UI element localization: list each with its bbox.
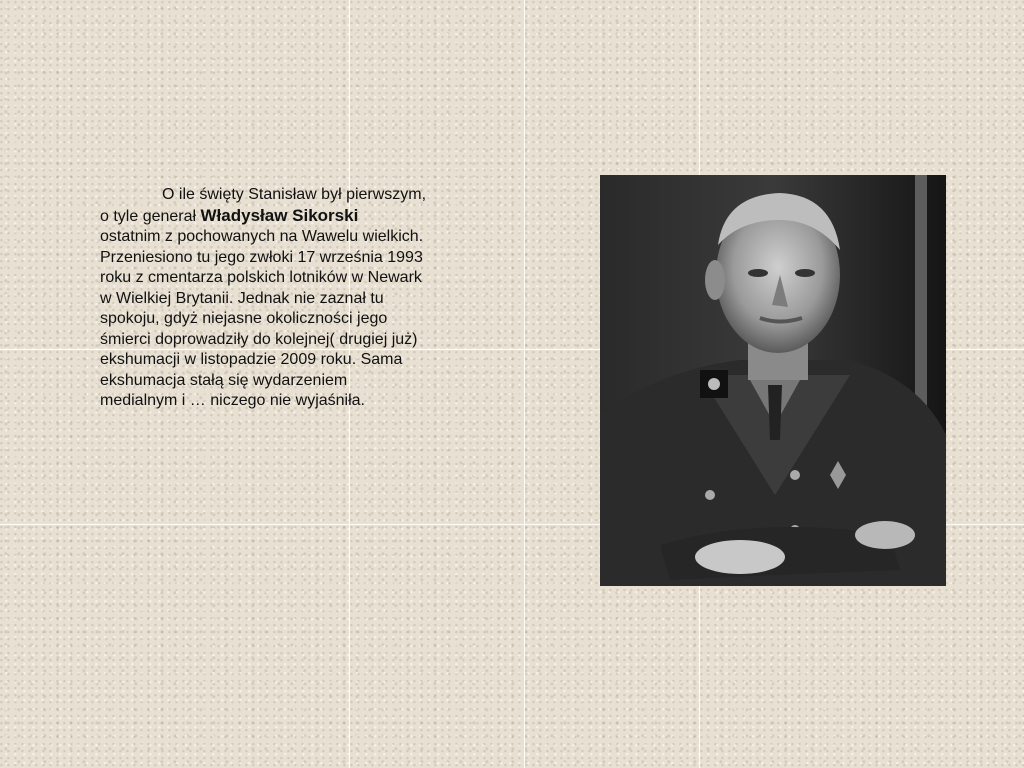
- biography-paragraph: [100, 185, 510, 412]
- portrait-photo: [600, 175, 946, 586]
- text-line: ostatnim z pochowanych na Wawelu wielkich.: [100, 228, 424, 245]
- text-line: spokoju, gdyż niejasne okoliczności jego: [100, 310, 388, 327]
- text-line: o tyle generał: [100, 207, 197, 225]
- tile-divider: [524, 0, 525, 768]
- text-line: O ile święty Stanisław był pierwszym,: [162, 186, 427, 203]
- text-line: medialnym i … niczego nie wyjaśniła.: [100, 392, 365, 409]
- text-line: śmierci doprowadziły do kolejnej( drugiej już): [100, 330, 418, 348]
- general-name: Władysław Sikorski: [200, 205, 359, 225]
- text-line: w Wielkiej Brytanii. Jednak nie zaznał tu: [100, 289, 384, 307]
- portrait-illustration: [600, 175, 946, 586]
- text-line: ekshumacji w listopadzie 2009 roku. Sama: [100, 351, 403, 368]
- text-line: roku z cmentarza polskich lotników w Newark: [100, 269, 422, 286]
- text-line: ekshumacja stałą się wydarzeniem: [100, 371, 348, 389]
- text-line: Przeniesiono tu jego zwłoki 17 września 1993: [100, 248, 423, 266]
